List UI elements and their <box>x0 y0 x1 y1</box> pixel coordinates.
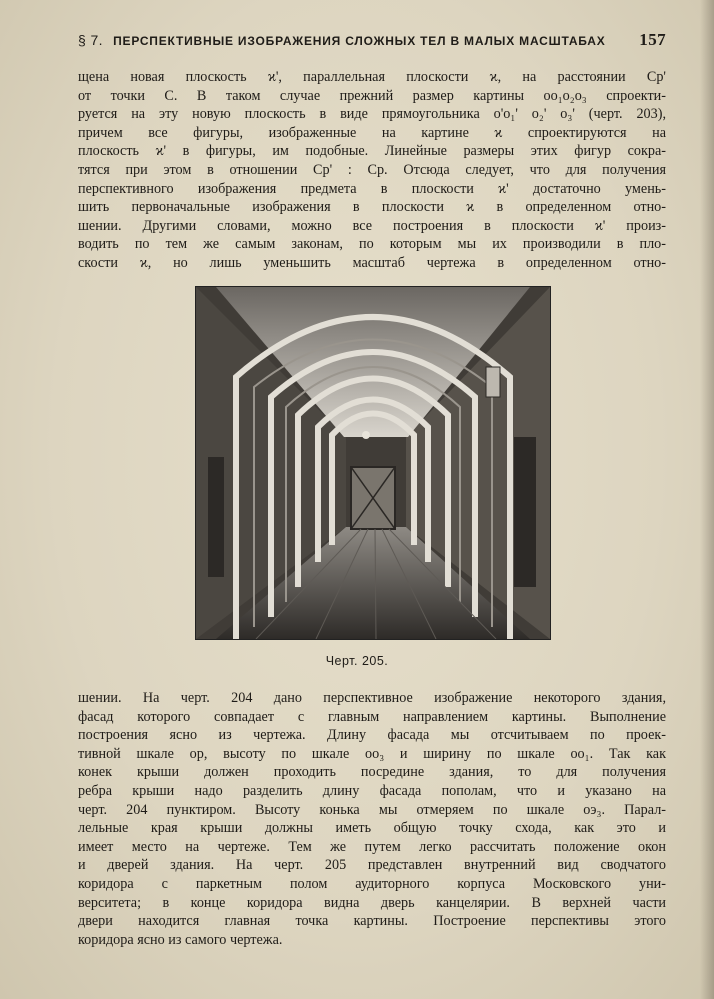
running-header <box>78 30 666 50</box>
text-line: тивной шкале op, высоту по шкале oo₃ и ширину по шкале oo₁. Так как <box>78 745 666 762</box>
text-line: от точки C. В таком случае прежний размер картины oo₁o₂o₃ спроекти- <box>78 87 666 104</box>
text-line: шить первоначальные изображения в плоскости ϰ в определенном отно- <box>78 199 666 216</box>
paragraph-bottom <box>78 689 666 949</box>
text-line: ребра крыши надо разделить длину фасада пополам, что и указано на <box>78 782 666 799</box>
text-line: и дверей здания. На черт. 205 представлен внутренний вид сводчатого <box>78 857 666 874</box>
page-number: 157 <box>639 30 666 49</box>
text-line: плоскость ϰ' в фигуры, им подобные. Линейные размеры этих фигур сокра- <box>78 143 666 160</box>
page-edge-shadow <box>700 0 714 999</box>
text-line: коридора ясно из самого чертежа. <box>78 931 283 948</box>
text-line: щена новая плоскость ϰ', параллельная плоскости ϰ, на расстоянии Cp' <box>78 69 666 85</box>
text-line: тятся при этом в отношении Cp' : Cp. Отсюда следует, что для получения <box>78 161 666 178</box>
paragraph-top <box>78 68 666 273</box>
text-line: коридора с паркетным полом аудиторного корпуса Московского уни- <box>78 875 666 892</box>
figure-caption: Черт. 205. <box>325 654 389 668</box>
text-line: шении. Другими словами, можно все построения в плоскости ϰ' произ- <box>78 217 666 234</box>
section-mark: § 7. <box>78 32 103 48</box>
text-line: конек крыши должен проходить посредине здания, то для получения <box>78 764 666 781</box>
text-line: шении. На черт. 204 дано перспективное изображение некоторого здания, <box>78 690 666 706</box>
text-line: лельные края крыши должны иметь общую точку схода, как это и <box>78 820 666 837</box>
text-line: причем все фигуры, изображенные на картине ϰ спроектируются на <box>78 124 666 141</box>
text-line: двери находится главная точка картины. Построение перспективы этого <box>78 913 666 930</box>
text-line: руется на эту новую плоскость в виде прямоугольника o'o₁' o₂' o₃' (черт. 203), <box>78 106 666 123</box>
running-title: ПЕРСПЕКТИВНЫЕ ИЗОБРАЖЕНИЯ СЛОЖНЫХ ТЕЛ В МАЛЫХ МАСШТАБАХ <box>113 34 606 48</box>
text-line: верситета; в конце коридора видна дверь канцелярии. В верхней части <box>78 894 666 911</box>
text-line: водить по тем же самым законам, по которым мы их производили в пло- <box>78 236 666 253</box>
text-line: фасад которого совпадает с главным направлением картины. Выполнение <box>78 708 666 725</box>
text-line: построения ясно из чертежа. Длину фасада мы отсчитываем по проек- <box>78 727 666 744</box>
text-line: имеет место на чертеже. Тем же путем легко рассчитать положение окон <box>78 838 666 855</box>
corridor-photograph <box>195 286 551 640</box>
text-line: скости ϰ, но лишь уменьшить масштаб чертежа в определенном отно- <box>78 254 666 271</box>
text-line: перспективного изображения предмета в плоскости ϰ' достаточно умень- <box>78 180 666 197</box>
text-line: черт. 204 пунктиром. Высоту конька мы отмеряем по шкале oэ₃. Парал- <box>78 801 666 818</box>
